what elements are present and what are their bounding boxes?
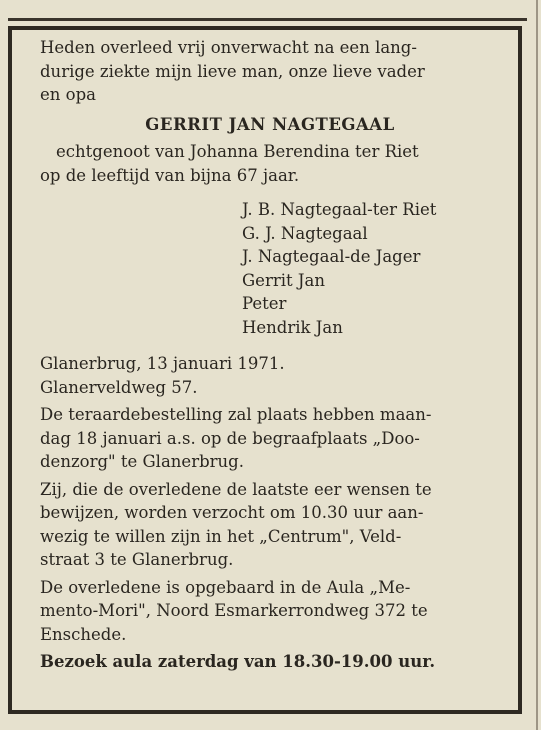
place-date: Glanerbrug, 13 januari 1971. <box>40 354 285 373</box>
laid-out-line: Enschede. <box>40 624 127 644</box>
visit-hours: Bezoek aula zaterdag van 18.30-19.00 uur. <box>40 652 436 671</box>
laid-out-paragraph <box>40 576 500 647</box>
family-member: Hendrik Jan <box>242 317 343 337</box>
age-line: op de leeftijd van bijna 67 jaar. <box>40 165 300 185</box>
address: Glanerveldweg 57. <box>40 377 198 397</box>
laid-out-line: De overledene is opgebaard in de Aula „Me- <box>40 577 411 597</box>
funeral-paragraph <box>40 403 500 474</box>
intro-line: Heden overleed vrij onverwacht na een lang- <box>40 38 417 57</box>
family-member: J. Nagtegaal-de Jager <box>242 247 421 266</box>
deceased-name: GERRIT JAN NAGTEGAAL <box>145 114 395 134</box>
invitation-line: bewijzen, worden verzocht om 10.30 uur aan- <box>40 503 424 522</box>
funeral-line: denzorg" te Glanerbrug. <box>40 452 244 471</box>
funeral-line: De teraardebestelling zal plaats hebben maan- <box>40 405 432 424</box>
right-column-rule <box>536 0 538 730</box>
funeral-line: dag 18 januari a.s. op de begraafplaats „Doo- <box>40 428 420 448</box>
invitation-line: Zij, die de overledene de laatste eer wensen te <box>40 479 432 499</box>
intro-line: durige ziekte mijn lieve man, onze lieve vader <box>40 61 425 81</box>
spouse-text <box>40 140 500 187</box>
invitation-paragraph <box>40 478 500 572</box>
obituary-notice <box>40 36 500 674</box>
invitation-line: straat 3 te Glanerbrug. <box>40 550 234 569</box>
family-member: G. J. Nagtegaal <box>242 223 368 243</box>
spouse-line: echtgenoot van Johanna Berendina ter Riet <box>56 142 419 161</box>
family-member: Peter <box>242 294 287 313</box>
family-member: Gerrit Jan <box>242 270 325 290</box>
place-and-address <box>40 352 500 399</box>
laid-out-line: mento-Mori", Noord Esmarkerrondweg 372 te <box>40 601 428 620</box>
invitation-line: wezig te willen zijn in het „Centrum", Veld- <box>40 526 402 546</box>
top-column-rule <box>8 18 527 21</box>
intro-line: en opa <box>40 85 96 104</box>
family-list <box>40 198 500 339</box>
intro-text <box>40 36 492 107</box>
family-member: J. B. Nagtegaal-ter Riet <box>242 200 437 219</box>
